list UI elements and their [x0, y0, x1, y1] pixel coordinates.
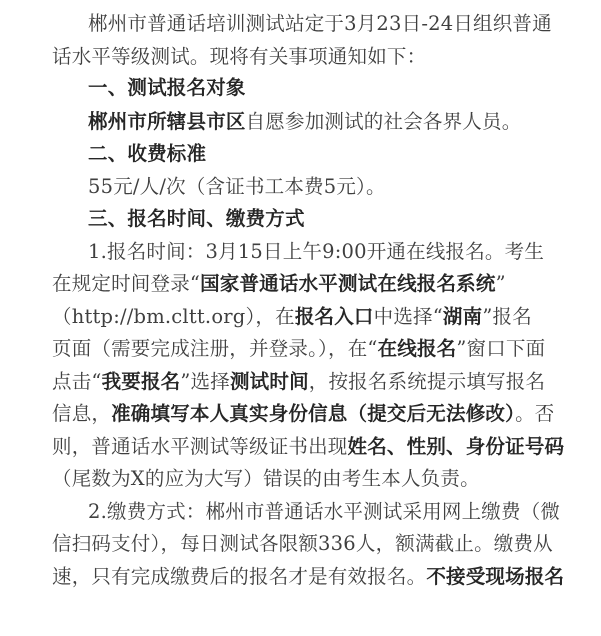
section-heading-2	[88, 142, 206, 166]
bold-text-run: 报名入口	[294, 305, 374, 328]
text-line-10	[52, 305, 532, 329]
text-run: 。否	[515, 402, 555, 425]
bold-text-run: 测试时间	[229, 370, 309, 393]
bold-text-run: 三、报名时间、缴费方式	[88, 207, 305, 230]
text-line-9	[52, 272, 506, 296]
text-run: 点击“	[52, 370, 102, 393]
text-line-14	[52, 435, 564, 459]
text-run: ”	[495, 272, 506, 295]
bold-text-run: 二、收费标准	[88, 142, 207, 165]
text-run: 2.缴费方式：郴州市普通话水平测试采用网上缴费（微	[88, 500, 561, 523]
bold-text-run: 不接受现场报名	[426, 565, 565, 588]
text-line-17	[52, 532, 553, 556]
bold-text-run: 湖南	[442, 305, 483, 328]
text-run: 话水平等级测试。现将有关事项通知如下：	[52, 45, 427, 68]
section-heading-1	[88, 76, 246, 100]
text-run: 在规定时间登录“	[52, 272, 201, 295]
text-run: 则，普通话水平测试等级证书出现	[52, 435, 348, 458]
text-run: （尾数为X的应为大写）错误的由考生本人负责。	[52, 467, 480, 490]
text-run: ”窗口下面	[456, 337, 546, 360]
text-line-2	[52, 45, 426, 69]
text-run: 速，只有完成缴费后的报名才是有效报名。	[52, 565, 427, 588]
text-line-11	[52, 337, 545, 361]
text-run: ，按报名系统提示填写报名	[308, 370, 546, 393]
bold-text-run: 国家普通话水平测试在线报名系统	[200, 272, 496, 295]
text-line-16	[88, 500, 560, 524]
text-run: ”选择	[180, 370, 230, 393]
text-run: 信息，	[52, 402, 112, 425]
text-line-1	[88, 12, 552, 36]
text-run: 页面（需要完成注册，并登录。），在“	[52, 337, 378, 360]
text-line-15	[52, 467, 480, 491]
text-line-6	[88, 175, 386, 199]
text-run: 55元/人/次（含证书工本费5元）。	[88, 175, 386, 198]
text-run: 中选择“	[373, 305, 443, 328]
text-run: 郴州市普通话培训测试站定于3月23日-24日组织普通	[88, 12, 552, 35]
text-line-12	[52, 370, 545, 394]
text-run: 自愿参加测试的社会各界人员。	[245, 110, 522, 133]
text-run: ”报名	[482, 305, 532, 328]
bold-text-run: 郴州市所辖县市区	[88, 110, 246, 133]
text-run: 信扫码支付），每日测试各限额336人，额满截止。缴费从	[52, 532, 553, 555]
text-line-8	[88, 240, 544, 264]
text-run: （http://bm.cltt.org），在	[52, 305, 295, 328]
section-heading-3	[88, 207, 305, 231]
bold-text-run: 在线报名	[377, 337, 457, 360]
bold-text-run: 一、测试报名对象	[88, 76, 246, 99]
bold-text-run: 姓名、性别、身份证号码	[347, 435, 565, 458]
bold-text-run: 我要报名	[101, 370, 181, 393]
text-run: 1.报名时间：3月15日上午9:00开通在线报名。考生	[88, 240, 545, 263]
bold-text-run: 准确填写本人真实身份信息（提交后无法修改）	[111, 402, 516, 425]
text-line-4	[88, 110, 521, 134]
text-line-18	[52, 565, 564, 589]
text-line-13	[52, 402, 554, 426]
